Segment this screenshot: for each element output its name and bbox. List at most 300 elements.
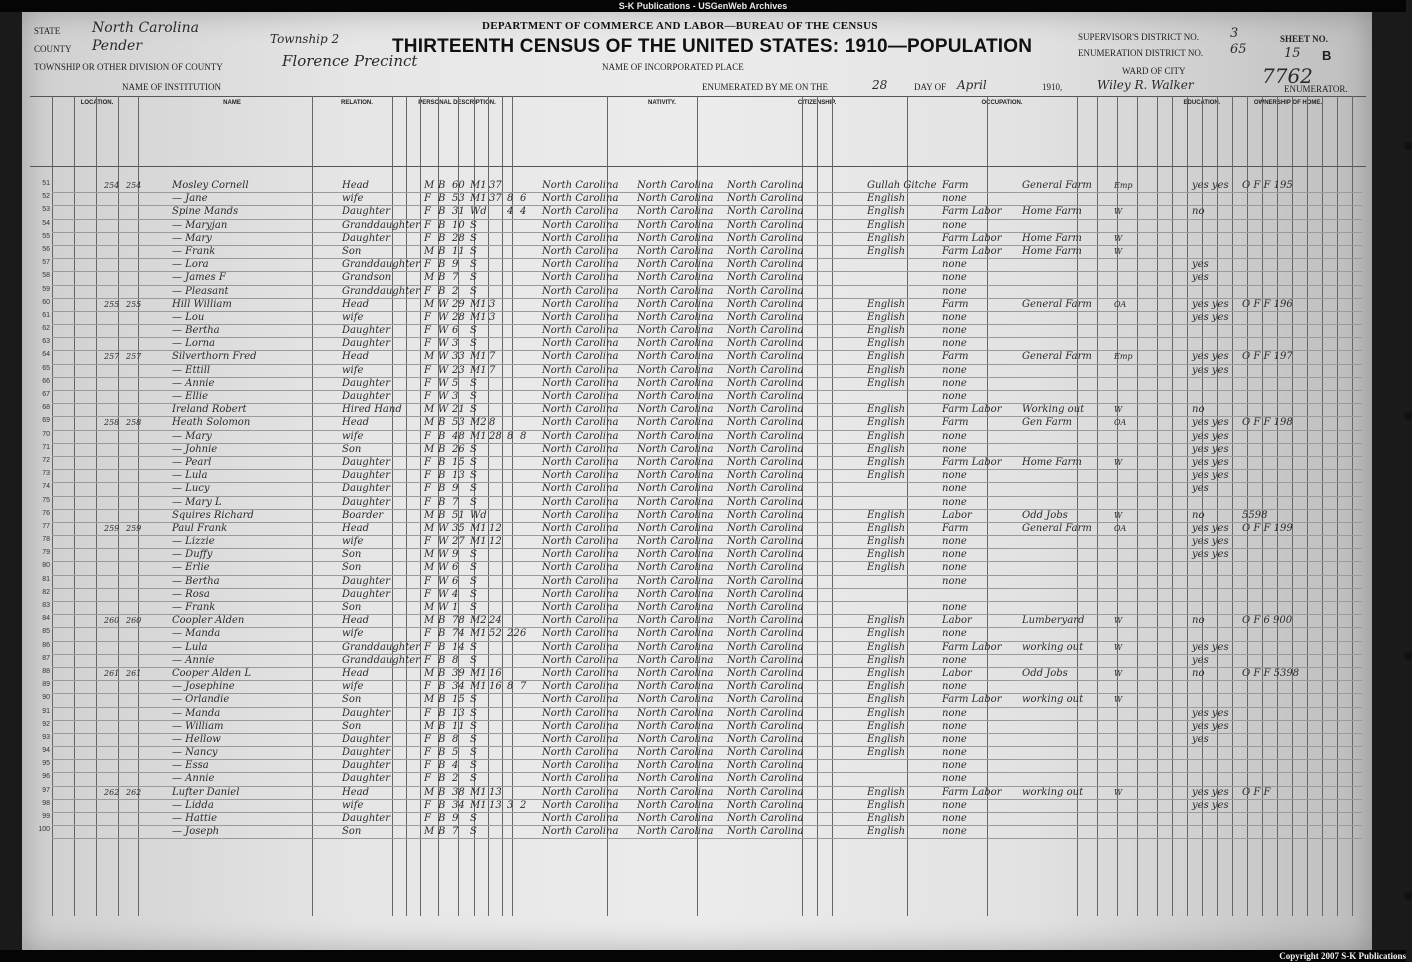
table-row	[42, 180, 1362, 193]
cell-sex: F	[424, 430, 431, 442]
cell-name: Hill William	[172, 298, 232, 310]
cell-rel: Granddaughter	[342, 219, 420, 231]
cell-pbf: North Carolina	[637, 536, 714, 548]
table-row	[42, 681, 1362, 694]
cell-emp: W	[1114, 405, 1123, 415]
cell-pb: North Carolina	[542, 470, 619, 482]
cell-race: B	[438, 760, 446, 772]
cell-race: B	[438, 496, 446, 508]
cell-rel: Daughter	[342, 496, 390, 508]
cell-ind: working out	[1022, 641, 1084, 653]
cell-pbm: North Carolina	[727, 509, 804, 521]
line-number: 88	[42, 667, 50, 675]
cell-race: B	[438, 456, 446, 468]
cell-race: W	[438, 391, 449, 402]
cell-liv: 7	[520, 681, 527, 693]
cell-pbm: North Carolina	[727, 522, 804, 534]
cell-ind: General Farm	[1022, 522, 1092, 534]
table-row	[42, 272, 1362, 285]
cell-rel: Head	[342, 667, 370, 679]
cell-pbm: North Carolina	[727, 786, 804, 798]
cell-yrs: 3	[489, 298, 496, 310]
cell-pbm: North Carolina	[727, 232, 804, 244]
line-number: 58	[42, 272, 50, 280]
cell-race: B	[438, 667, 446, 679]
table-row	[42, 641, 1362, 655]
cell-pbm: North Carolina	[727, 351, 804, 363]
cell-trade: none	[942, 364, 967, 376]
cell-yrs: 13	[489, 799, 502, 811]
cell-lang: English	[867, 232, 906, 244]
cell-trade: Farm Labor	[942, 206, 1002, 218]
cell-lang: English	[867, 536, 906, 548]
cell-name: — Lucy	[172, 483, 210, 495]
cell-read: yes yes	[1192, 536, 1229, 548]
cell-read: yes yes	[1192, 786, 1229, 798]
cell-lang: English	[867, 786, 906, 798]
cell-pb: North Carolina	[542, 351, 619, 363]
cell-pbf: North Carolina	[637, 298, 714, 310]
cell-trade: none	[942, 311, 967, 323]
cell-yrs: 52	[489, 628, 502, 640]
cell-name: Squires Richard	[172, 509, 254, 521]
cell-race: B	[438, 509, 446, 521]
cell-race: B	[438, 285, 446, 297]
cell-trade: none	[942, 799, 967, 811]
cell-sex: M	[424, 826, 435, 838]
cell-trade: none	[942, 193, 967, 205]
state-value: North Carolina	[92, 20, 199, 36]
cell-age: 6	[452, 325, 459, 337]
cell-race: W	[438, 549, 449, 561]
line-number: 96	[42, 773, 50, 781]
cell-race: B	[438, 219, 446, 231]
cell-liv: 6	[520, 628, 527, 640]
cell-age: 13	[452, 707, 465, 719]
table-row	[42, 311, 1362, 325]
cell-lang: English	[867, 430, 906, 442]
cell-mar: S	[470, 259, 477, 271]
cell-sex: F	[424, 285, 431, 297]
cell-mar: M1	[470, 667, 487, 679]
cell-sex: M	[424, 351, 435, 363]
cell-mar: M2	[470, 615, 487, 627]
table-row	[42, 562, 1362, 575]
cell-pb: North Carolina	[542, 377, 619, 389]
state-label: STATE	[34, 26, 61, 36]
cell-age: 15	[452, 694, 465, 706]
cell-pb: North Carolina	[542, 549, 619, 561]
cell-pbf: North Carolina	[637, 219, 714, 231]
cell-lang: English	[867, 338, 906, 350]
cell-read: yes yes	[1192, 641, 1229, 653]
line-number: 73	[42, 470, 50, 478]
cell-mar: M1	[470, 786, 487, 798]
cell-yrs: 24	[489, 615, 502, 627]
table-row	[42, 391, 1362, 404]
cell-ind: Working out	[1022, 404, 1085, 416]
cell-rel: Granddaughter	[342, 285, 420, 297]
line-number: 68	[42, 404, 50, 412]
cell-age: 3	[452, 391, 459, 402]
cell-name: — Lou	[172, 311, 205, 323]
cell-sex: M	[424, 786, 435, 798]
cell-pb: North Carolina	[542, 654, 619, 666]
cell-pbm: North Carolina	[727, 747, 804, 759]
township-label: TOWNSHIP OR OTHER DIVISION OF COUNTY	[34, 62, 223, 72]
cell-name: — Pleasant	[172, 285, 229, 297]
cell-dw: 260	[104, 616, 120, 626]
cell-dw: 261	[104, 668, 120, 678]
cell-age: 9	[452, 483, 459, 495]
cell-trade: none	[942, 826, 967, 838]
cell-pbf: North Carolina	[637, 456, 714, 468]
cell-mar: S	[470, 707, 477, 719]
cell-mar: S	[470, 470, 477, 482]
table-row	[42, 536, 1362, 549]
cell-pbf: North Carolina	[637, 602, 714, 613]
cell-mar: S	[470, 654, 477, 666]
line-number: 69	[42, 417, 50, 425]
cell-trade: none	[942, 773, 967, 785]
cell-emp: W	[1114, 787, 1123, 797]
table-row	[42, 496, 1362, 510]
cell-age: 1	[452, 602, 459, 613]
cell-race: W	[438, 351, 449, 363]
cell-race: B	[438, 694, 446, 706]
table-row	[42, 245, 1362, 259]
cell-pbm: North Carolina	[727, 575, 804, 587]
cell-sex: M	[424, 404, 435, 416]
cell-trade: none	[942, 483, 967, 495]
cell-emp: OA	[1114, 299, 1127, 309]
cell-liv: 6	[520, 193, 527, 205]
cell-trade: none	[942, 285, 967, 297]
cell-pbm: North Carolina	[727, 325, 804, 337]
cell-mar: S	[470, 404, 477, 416]
cell-age: 14	[452, 641, 465, 653]
binding-hole	[1404, 892, 1412, 900]
cell-pbf: North Carolina	[637, 588, 714, 600]
cell-age: 27	[452, 536, 465, 548]
cell-dw: 259	[104, 523, 120, 533]
cell-emp: W	[1114, 510, 1123, 520]
cell-age: 26	[452, 443, 465, 455]
cell-pbm: North Carolina	[727, 615, 804, 627]
cell-trade: Labor	[942, 667, 972, 679]
cell-sex: F	[424, 628, 431, 640]
group-location: LOCATION.	[80, 100, 114, 106]
header-bottom-rule	[30, 166, 1366, 167]
cell-mar: S	[470, 694, 477, 706]
cell-mar: M1	[470, 536, 487, 548]
cell-trade: none	[942, 338, 967, 350]
cell-sex: F	[424, 311, 431, 323]
line-number: 74	[42, 483, 50, 491]
cell-lang: English	[867, 747, 906, 759]
cell-age: 23	[452, 364, 465, 376]
cell-mar: Wd	[470, 509, 487, 521]
cell-pbf: North Carolina	[637, 285, 714, 297]
cell-emp: Emp	[1114, 181, 1133, 190]
table-row	[42, 747, 1362, 760]
cell-lang: English	[867, 667, 906, 679]
cell-rel: Daughter	[342, 813, 390, 824]
cell-pbf: North Carolina	[637, 681, 714, 693]
table-row	[42, 694, 1362, 707]
line-number: 83	[42, 602, 50, 609]
cell-trade: none	[942, 760, 967, 772]
cell-name: — James F	[172, 272, 226, 284]
cell-pbm: North Carolina	[727, 536, 804, 548]
cell-name: — Essa	[172, 760, 209, 772]
cell-pb: North Carolina	[542, 575, 619, 587]
table-row	[42, 364, 1362, 378]
cell-trade: Farm Labor	[942, 694, 1002, 706]
cell-pb: North Carolina	[542, 298, 619, 310]
cell-rel: wife	[342, 536, 364, 548]
cell-lang: English	[867, 456, 906, 468]
table-row	[42, 259, 1362, 272]
cell-lang: English	[867, 470, 906, 482]
cell-pbf: North Carolina	[637, 417, 714, 429]
cell-rel: Daughter	[342, 470, 390, 482]
cell-lang: English	[867, 206, 906, 218]
cell-trade: none	[942, 470, 967, 482]
cell-rel: Daughter	[342, 456, 390, 468]
cell-lang: English	[867, 707, 906, 719]
cell-lang: English	[867, 404, 906, 416]
line-number: 79	[42, 549, 50, 557]
cell-pb: North Carolina	[542, 707, 619, 719]
cell-read: yes yes	[1192, 707, 1229, 719]
cell-pbf: North Carolina	[637, 733, 714, 745]
cell-rel: Head	[342, 180, 370, 191]
cell-age: 9	[452, 259, 459, 271]
cell-sex: F	[424, 733, 431, 745]
cell-age: 28	[452, 311, 465, 323]
cell-race: B	[438, 733, 446, 745]
cell-rel: Daughter	[342, 575, 390, 587]
cell-age: 78	[452, 615, 465, 627]
cell-lang: English	[867, 562, 906, 574]
cell-emp: W	[1114, 207, 1123, 217]
cell-sex: F	[424, 747, 431, 759]
cell-rel: Hired Hand	[342, 404, 402, 416]
cell-read: yes	[1192, 654, 1209, 666]
cell-trade: none	[942, 720, 967, 732]
cell-mar: S	[470, 813, 477, 824]
cell-fam: 260	[126, 616, 142, 626]
cell-pb: North Carolina	[542, 443, 619, 455]
cell-read: yes yes	[1192, 549, 1229, 561]
line-number: 63	[42, 338, 50, 346]
table-row	[42, 443, 1362, 457]
cell-sex: F	[424, 654, 431, 666]
cell-pb: North Carolina	[542, 641, 619, 653]
cell-read: yes yes	[1192, 298, 1229, 310]
cell-lang: English	[867, 813, 906, 824]
cell-rel: Son	[342, 602, 362, 613]
cell-pbm: North Carolina	[727, 430, 804, 442]
cell-name: — Mary	[172, 430, 212, 442]
cell-pb: North Carolina	[542, 760, 619, 772]
cell-mar: S	[470, 377, 477, 389]
cell-race: B	[438, 773, 446, 785]
cell-lang: English	[867, 377, 906, 389]
cell-born: 3	[507, 799, 514, 811]
cell-pbm: North Carolina	[727, 813, 804, 824]
cell-rel: Daughter	[342, 588, 390, 600]
cell-read: no	[1192, 615, 1205, 627]
cell-name: — Manda	[172, 628, 221, 640]
cell-pbm: North Carolina	[727, 285, 804, 297]
table-top-rule	[30, 96, 1366, 97]
cell-ind: Odd Jobs	[1022, 667, 1068, 679]
cell-pbm: North Carolina	[727, 641, 804, 653]
cell-trade: Farm Labor	[942, 786, 1002, 798]
cell-pb: North Carolina	[542, 311, 619, 323]
cell-age: 8	[452, 654, 459, 666]
cell-mar: S	[470, 773, 477, 785]
cell-name: Mosley Cornell	[172, 180, 249, 191]
census-rows	[38, 180, 1362, 839]
cell-emp: W	[1114, 616, 1123, 626]
line-number: 100	[38, 826, 50, 834]
cell-trade: Farm Labor	[942, 456, 1002, 468]
cell-ind: Odd Jobs	[1022, 509, 1068, 521]
cell-rel: wife	[342, 799, 364, 811]
cell-pb: North Carolina	[542, 826, 619, 838]
cell-pb: North Carolina	[542, 206, 619, 218]
cell-age: 8	[452, 733, 459, 745]
cell-name: — Nancy	[172, 747, 218, 759]
cell-race: B	[438, 720, 446, 732]
line-number: 53	[42, 206, 50, 214]
cell-mar: S	[470, 325, 477, 337]
cell-mar: S	[470, 338, 477, 350]
cell-trade: none	[942, 443, 967, 455]
cell-age: 3	[452, 338, 459, 350]
cell-rel: Son	[342, 720, 362, 732]
census-sheet	[22, 12, 1372, 950]
cell-lang: English	[867, 826, 906, 838]
cell-rel: Head	[342, 615, 370, 627]
cell-age: 7	[452, 496, 459, 508]
cell-pbf: North Carolina	[637, 180, 714, 191]
enumerated-day: 28	[872, 78, 888, 92]
cell-sex: F	[424, 259, 431, 271]
cell-trade: none	[942, 733, 967, 745]
table-row	[42, 338, 1362, 351]
cell-sex: M	[424, 694, 435, 706]
line-number: 62	[42, 325, 50, 333]
cell-dw: 262	[104, 787, 120, 797]
cell-age: 53	[452, 417, 465, 429]
cell-mar: S	[470, 285, 477, 297]
cell-sex: M	[424, 602, 435, 613]
cell-sex: F	[424, 641, 431, 653]
cell-lang: English	[867, 311, 906, 323]
cell-pbf: North Carolina	[637, 694, 714, 706]
cell-pbf: North Carolina	[637, 430, 714, 442]
cell-mar: M1	[470, 311, 487, 323]
cell-own: O F 6 900	[1242, 615, 1293, 627]
cell-trade: none	[942, 707, 967, 719]
cell-pbf: North Carolina	[637, 443, 714, 455]
cell-pbf: North Carolina	[637, 562, 714, 574]
cell-pbf: North Carolina	[637, 377, 714, 389]
table-row	[42, 417, 1362, 430]
table-row	[42, 522, 1362, 536]
cell-race: W	[438, 575, 449, 587]
county-value: Pender	[92, 38, 143, 54]
cell-race: B	[438, 180, 446, 191]
cell-sex: F	[424, 325, 431, 337]
cell-sex: F	[424, 193, 431, 205]
cell-pbf: North Carolina	[637, 813, 714, 824]
cell-rel: Daughter	[342, 773, 390, 785]
cell-name: — Rosa	[172, 588, 210, 600]
enumerator-label: ENUMERATOR.	[1284, 84, 1348, 94]
supervisor-value: 3	[1230, 26, 1239, 41]
cell-ind: General Farm	[1022, 298, 1092, 310]
cell-emp: W	[1114, 695, 1123, 705]
table-row	[42, 588, 1362, 602]
cell-sex: F	[424, 456, 431, 468]
cell-sex: F	[424, 536, 431, 548]
cell-age: 60	[452, 180, 465, 191]
cell-name: Silverthorn Fred	[172, 351, 257, 363]
table-row	[38, 826, 1362, 839]
cell-pbf: North Carolina	[637, 799, 714, 811]
line-number: 54	[42, 219, 50, 227]
line-number: 98	[42, 799, 50, 807]
cell-sex: F	[424, 483, 431, 495]
cell-age: 34	[452, 681, 465, 693]
cell-pbm: North Carolina	[727, 259, 804, 271]
cell-pbf: North Carolina	[637, 575, 714, 587]
line-number: 52	[42, 193, 50, 201]
cell-rel: Daughter	[342, 338, 390, 350]
cell-mar: M2	[470, 417, 487, 429]
cell-mar: S	[470, 733, 477, 745]
cell-lang: English	[867, 641, 906, 653]
cell-sex: M	[424, 180, 435, 191]
cell-age: 48	[452, 430, 465, 442]
cell-rel: Daughter	[342, 391, 390, 402]
cell-read: yes yes	[1192, 720, 1229, 732]
cell-race: W	[438, 298, 449, 310]
cell-pbm: North Carolina	[727, 180, 804, 191]
cell-pb: North Carolina	[542, 509, 619, 521]
cell-pb: North Carolina	[542, 602, 619, 613]
table-row	[42, 483, 1362, 496]
line-number: 87	[42, 654, 50, 662]
cell-yrs: 28	[489, 430, 502, 442]
cell-name: — Lorna	[172, 338, 216, 350]
cell-lang: English	[867, 733, 906, 745]
cell-pb: North Carolina	[542, 667, 619, 679]
cell-name: Cooper Alden L	[172, 667, 251, 679]
cell-sex: F	[424, 232, 431, 244]
cell-pb: North Carolina	[542, 483, 619, 495]
cell-pb: North Carolina	[542, 799, 619, 811]
cell-trade: Farm	[942, 417, 969, 429]
line-number: 92	[42, 720, 50, 728]
cell-pbf: North Carolina	[637, 272, 714, 284]
cell-trade: none	[942, 628, 967, 640]
